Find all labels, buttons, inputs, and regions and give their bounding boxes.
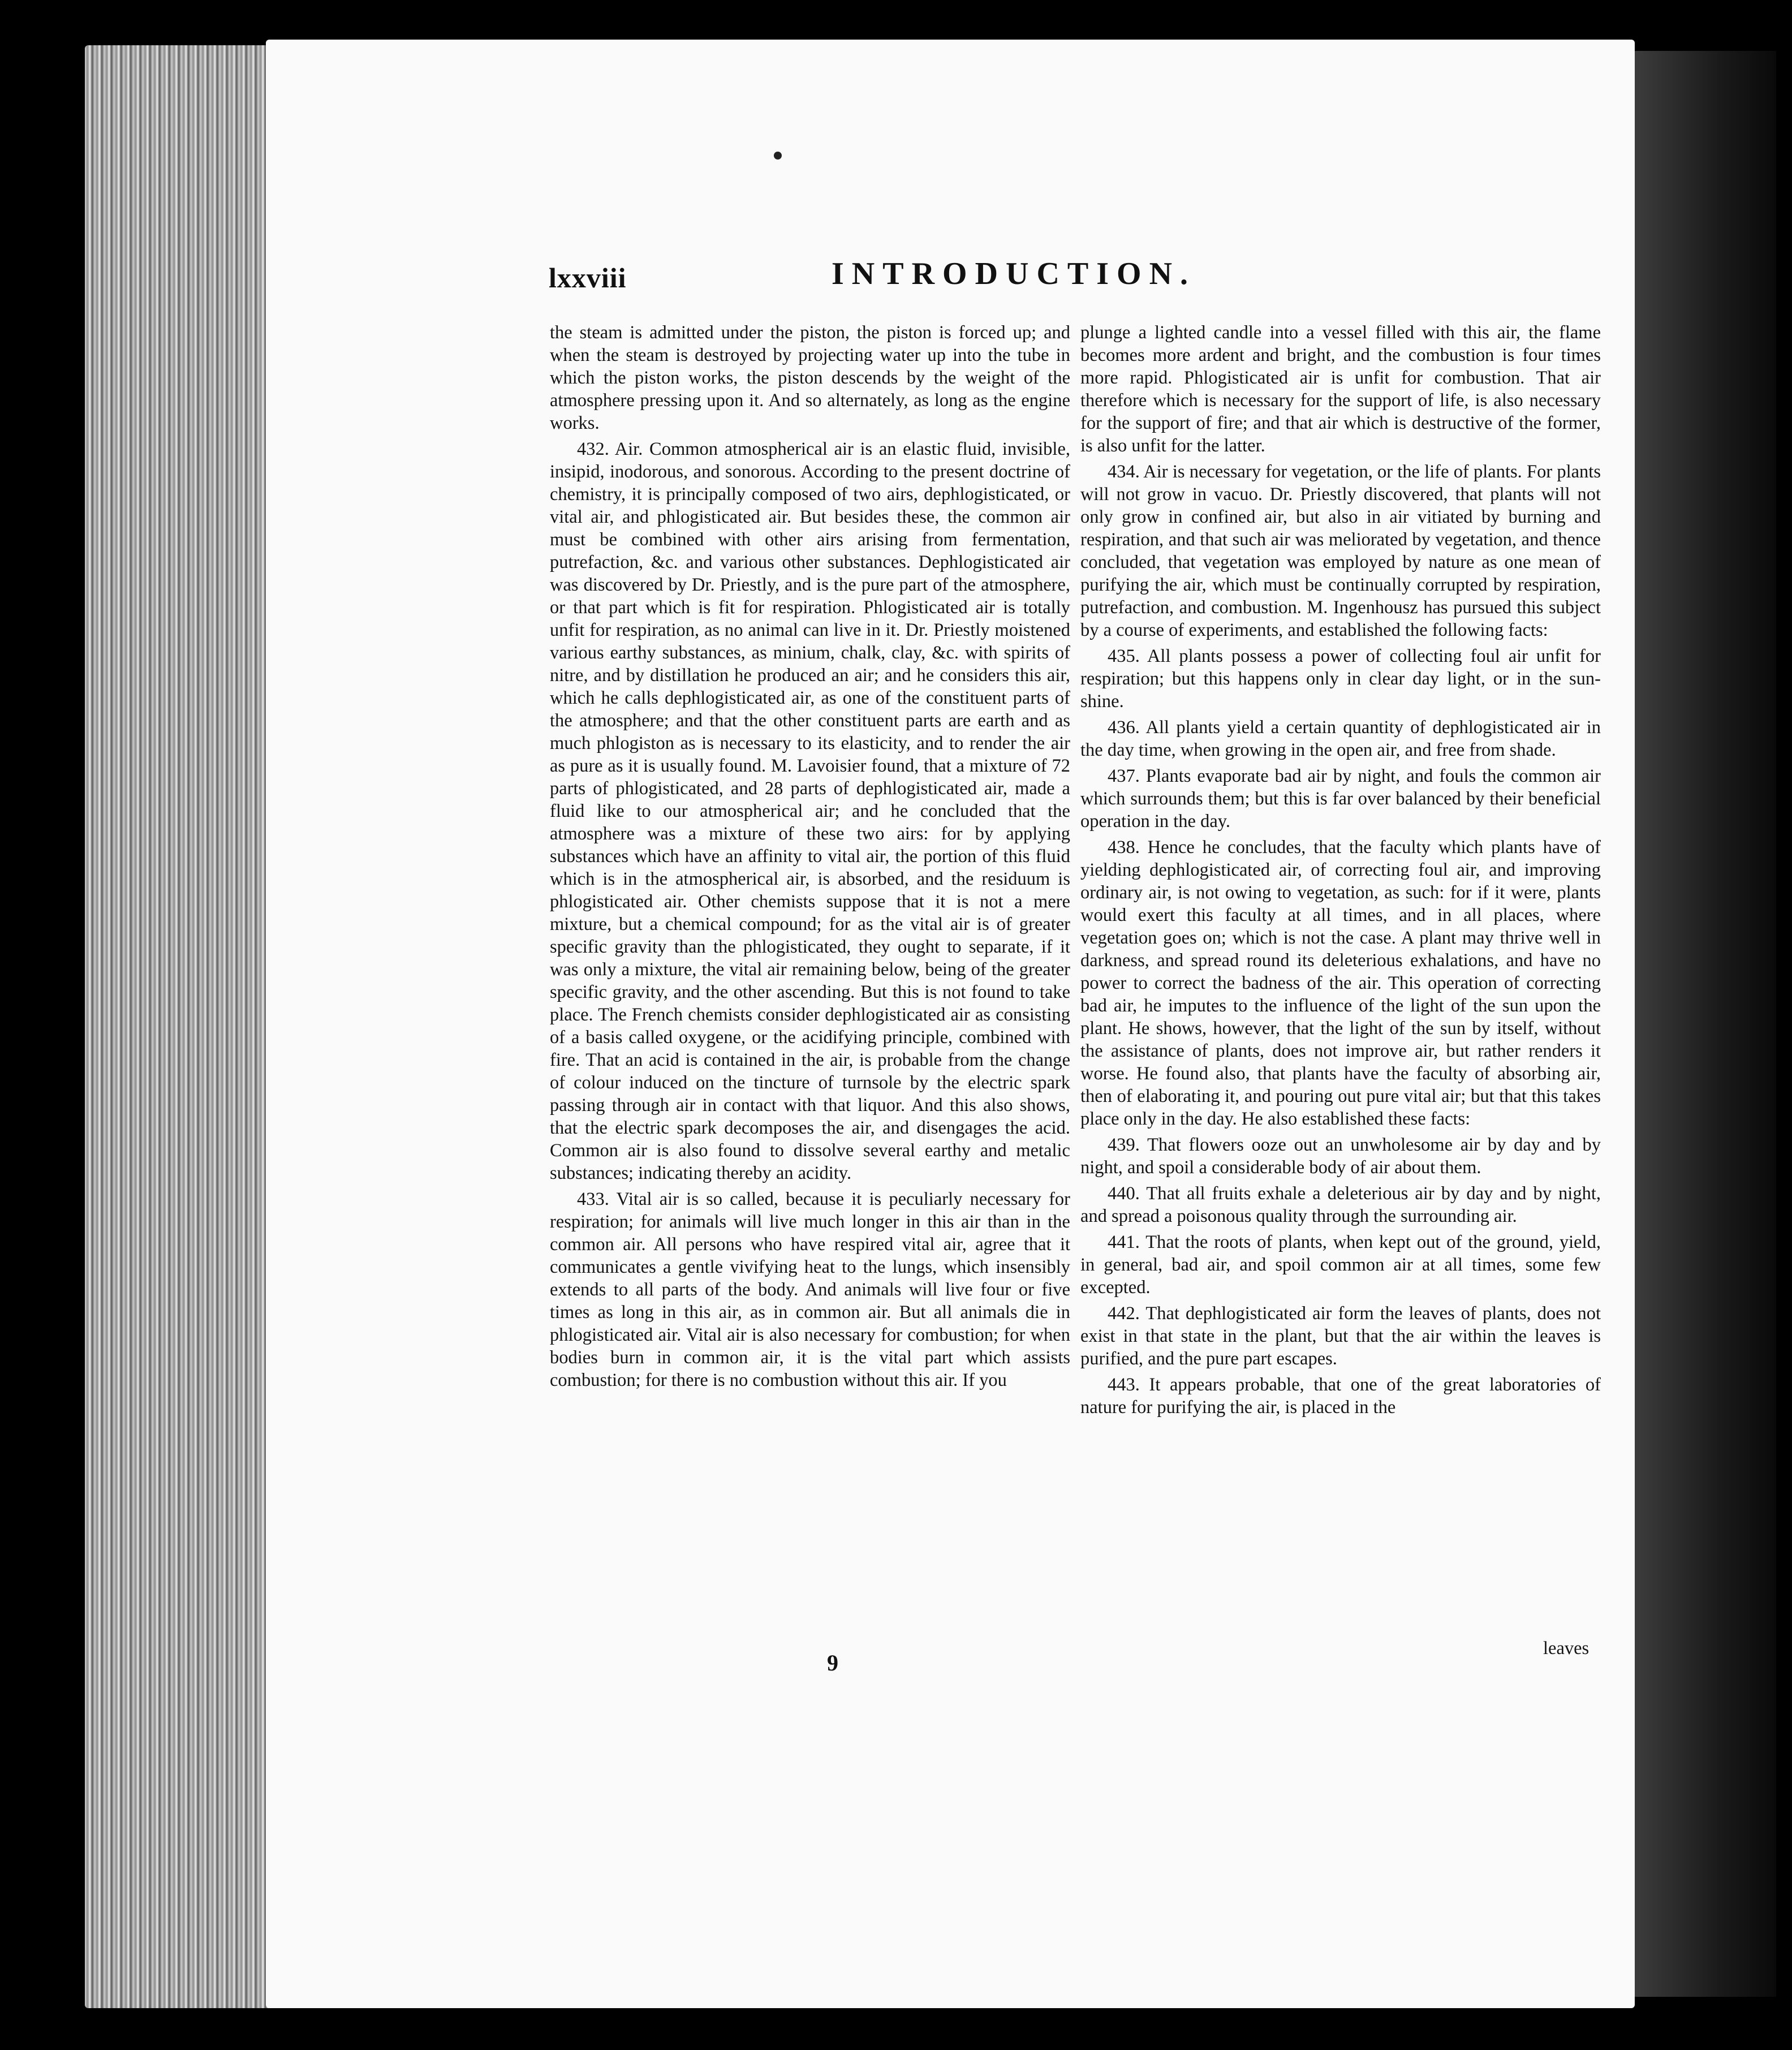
paragraph-text: That all fruits exhale a deleterious air by day and by night, and spread a poisonous quality through the surrounding air. bbox=[1080, 1183, 1601, 1226]
ink-speck bbox=[774, 152, 782, 160]
paragraph bbox=[550, 438, 1070, 1185]
paragraph-text: the steam is admitted under the piston, the piston is forced up; and when the steam is destroyed by projecting water up into the tube in which the piston works, the piston descends by the weight of the atmosphere pressing upon it. And so alternately, as long as the engine works. bbox=[550, 322, 1070, 433]
paragraph-text: All plants yield a certain quantity of dephlogisticated air in the day time, when growing in the open air, and free from shade. bbox=[1080, 717, 1601, 760]
paragraph bbox=[1080, 321, 1601, 457]
paragraph-number: 435. bbox=[1108, 646, 1147, 666]
paragraph-text: That dephlogisticated air form the leaves of plants, does not exist in that state in the plant, but that the air within the leaves is purified, and the pure part escapes. bbox=[1080, 1303, 1601, 1369]
paragraph bbox=[1080, 645, 1601, 713]
book-page-edges bbox=[85, 45, 272, 2008]
paragraph bbox=[1080, 1134, 1601, 1179]
paragraph-number: 438. bbox=[1108, 837, 1148, 858]
paragraph-number: 432. bbox=[577, 439, 615, 459]
paragraph-text: Hence he concludes, that the faculty which plants have of yielding dephlogisticated air, of correcting foul air, and improving ordinary air, is not owing to vegetation, as such: for if it were, plants would exert this faculty at all times, and in all places, where vegetation goes on; which is not the case. A plant may thrive well in darkness, and spread round its deleterious exhalations, and have no power to correct the badness of the air. This operation of correcting bad air, he imputes to the influence of the light of the sun upon the plant. He shows, however, that the light of the sun by itself, without the assistance of plants, does not improve air, but rather renders it worse. He found also, that plants have the faculty of absorbing air, then of elaborating it, and pouring out pure vital air; but that this takes place only in the day. He also established these facts: bbox=[1080, 837, 1601, 1129]
paragraph-number: 437. bbox=[1108, 766, 1146, 786]
paragraph bbox=[1080, 1231, 1601, 1299]
book-gutter-shadow bbox=[1635, 51, 1776, 1997]
paragraph-text: Air. Common atmospherical air is an elastic fluid, invisible, insipid, inodorous, and sonorous. According to the present doctrine of chemistry, it is principally composed of two airs, dephlogisticated, or vital air, and phlogisticated air. But besides these, the common air must be combined with other airs arising from fermentation, putrefaction, &c. and various other substances. Dephlogisticated air was discovered by Dr. Priestly, and is the pure part of the atmosphere, or that part which is fit for respiration. Phlogisticated air is totally unfit for respiration, as no animal can live in it. Dr. Priestly moistened various earthy substances, as minium, chalk, clay, &c. with spirits of nitre, and by distillation he produced an air; and he considers this air, which he calls dephlogisticated air, as one of the constituent parts of the atmosphere; and that the other constituent parts are earth and as much phlogiston as is necessary to its elasticity, and to render the air as pure as it is usually found. M. Lavoisier found, that a mixture of 72 parts of phlogisticated, and 28 parts of dephlogisticated air, made a fluid like to our atmospherical air; and he concluded that the atmosphere was a mixture of these two airs: for by applying substances which have an affinity to vital air, the portion of this fluid which is in the atmospherical air, is absorbed, and the residuum is phlogisticated air. Other chemists suppose that it is not a mere mixture, but a chemical compound; for as the vital air is of greater specific gravity than the phlogisticated, they ought to separate, if it was only a mixture, the vital air remaining below, being of the greater specific gravity, and the other ascending. But this is not found to take place. The French chemists consider dephlogisticated air as consisting of a basis called oxygene, or the acidifying principle, combined with fire. That an acid is contained in the air, is probable from the change of colour induced on the tincture of turnsole by the electric spark passing through air in contact with that liquor. And this also shows, that the electric spark decomposes the air, and disengages the acid. Common air is also found to dissolve several earthy and metalic substances; indicating thereby an acidity. bbox=[550, 439, 1070, 1183]
paragraph-text: Air is necessary for vegetation, or the life of plants. For plants will not grow in vacuo. Dr. Priestly discovered, that plants will not only grow in confined air, but also in air vitiated by burning and respiration, and that such air was meliorated by vegetation, and thence concluded, that vegetation was employed by nature as one mean of purifying the air, which must be continually corrupted by respiration, putrefaction, and combustion. M. Ingenhousz has pursued this subject by a course of experiments, and established the following facts: bbox=[1080, 462, 1601, 640]
paragraph-number: 436. bbox=[1108, 717, 1146, 738]
paragraph-text: All plants possess a power of collecting foul air unfit for respiration; but this happens only in clear day light, or in the sun-shine. bbox=[1080, 646, 1601, 712]
paragraph-number: 433. bbox=[577, 1189, 617, 1209]
paragraph bbox=[1080, 1302, 1601, 1370]
paragraph-number: 434. bbox=[1108, 462, 1144, 482]
paragraph bbox=[1080, 460, 1601, 641]
left-text-column bbox=[550, 321, 1070, 1392]
paragraph-number: 442. bbox=[1108, 1303, 1146, 1324]
paragraph-text: That the roots of plants, when kept out of the ground, yield, in general, bad air, and spoil common air at all times, some few excepted. bbox=[1080, 1232, 1601, 1298]
paragraph-text: Vital air is so called, because it is peculiarly necessary for respiration; for animals will live much longer in this air than in the common air. All persons who have respired vital air, agree that it communicates a gentle vivifying heat to the lungs, which insensibly extends to all parts of the body. And animals will live four or five times as long in this air, as in common air. But all animals die in phlogisticated air. Vital air is also necessary for combustion; for when bodies burn in common air, it is the vital part which assists combustion; for there is no combustion without this air. If you bbox=[550, 1189, 1070, 1390]
paragraph-text: Plants evaporate bad air by night, and fouls the common air which surrounds them; but this is far over balanced by their beneficial operation in the day. bbox=[1080, 766, 1601, 832]
paragraph bbox=[1080, 836, 1601, 1130]
paragraph-number: 439. bbox=[1108, 1135, 1148, 1155]
paragraph-text: That flowers ooze out an unwholesome air by day and by night, and spoil a considerable body of air about them. bbox=[1080, 1135, 1601, 1178]
paragraph bbox=[1080, 716, 1601, 761]
paragraph bbox=[550, 1188, 1070, 1392]
running-head: INTRODUCTION. bbox=[832, 256, 1196, 291]
paragraph bbox=[1080, 1373, 1601, 1419]
page-number: lxxviii bbox=[549, 262, 627, 294]
catchword: leaves bbox=[1543, 1638, 1589, 1659]
paragraph-number: 440. bbox=[1108, 1183, 1147, 1204]
paragraph-text: It appears probable, that one of the great laboratories of nature for purifying the air, is placed in the bbox=[1080, 1375, 1601, 1418]
paragraph bbox=[1080, 1182, 1601, 1228]
paragraph-text: plunge a lighted candle into a vessel filled with this air, the flame becomes more ardent and bright, and the combustion is four times more rapid. Phlogisticated air is unfit for combustion. That air therefore which is necessary for the support of life, is also necessary for the support of fire; and that air which is destructive of the former, is also unfit for the latter. bbox=[1080, 322, 1601, 456]
paragraph-number: 441. bbox=[1108, 1232, 1146, 1252]
signature-mark: 9 bbox=[827, 1650, 838, 1676]
paragraph bbox=[1080, 765, 1601, 833]
paragraph-number: 443. bbox=[1108, 1375, 1149, 1395]
paragraph bbox=[550, 321, 1070, 434]
right-text-column bbox=[1080, 321, 1601, 1419]
